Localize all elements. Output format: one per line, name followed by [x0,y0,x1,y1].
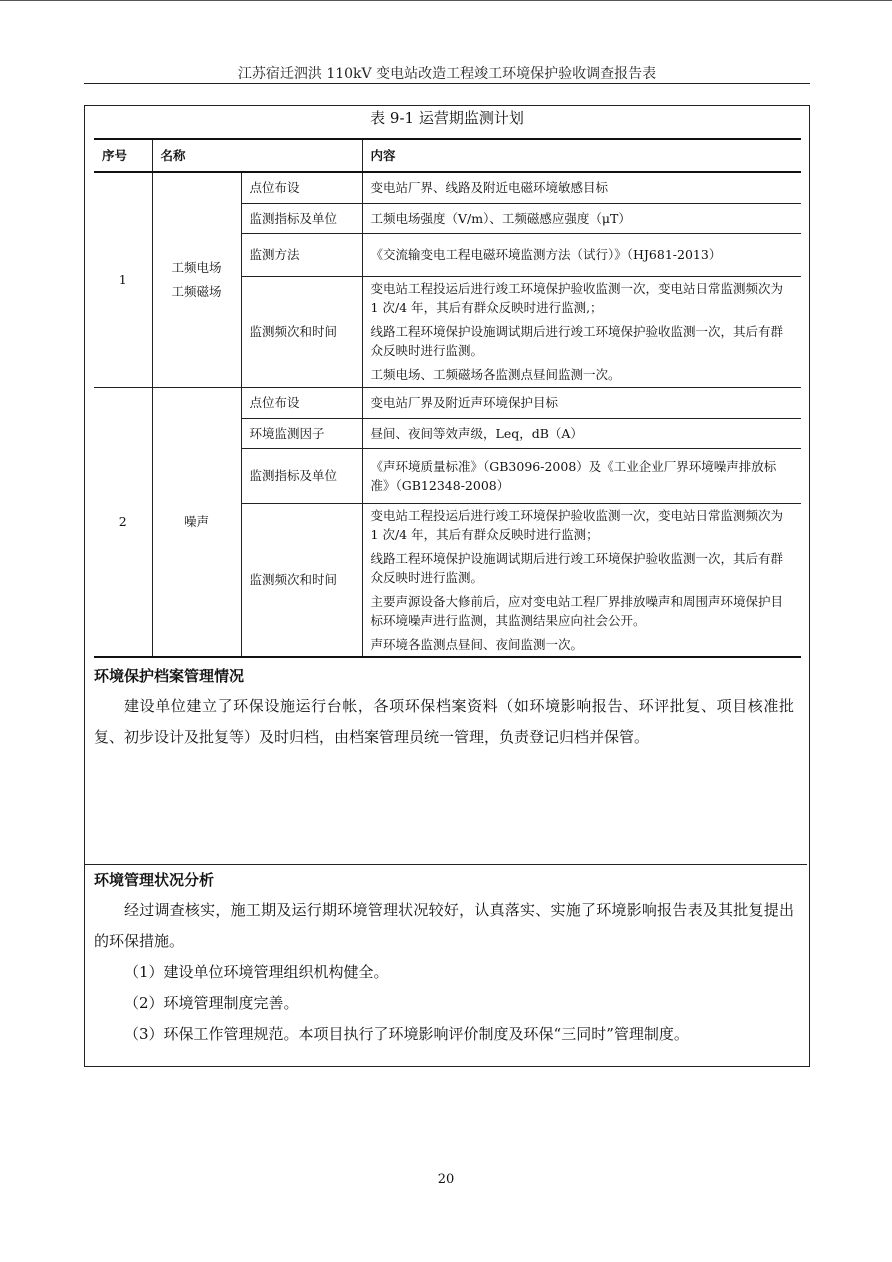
item-content [362,172,801,203]
group-name-line: 工频磁场 [171,284,222,300]
page-top-border [0,0,892,1]
paragraph: （2）环境管理制度完善。 [124,994,299,1012]
content-line: 线路工程环境保护设施调试期后进行竣工环境保护验收监测一次，其后有群众反映时进行监测。 [370,550,784,585]
page-number: 20 [437,1172,455,1187]
group-name [152,172,241,387]
item-label: 点位布设 [241,387,362,418]
table-row [94,387,801,418]
header-rule [84,83,810,84]
paragraph: 经过调查核实，施工期及运行期环境管理状况较好，认真落实、实施了环境影响报告表及其批复提出的环保措施。 [94,901,794,950]
item-label: 监测指标及单位 [241,203,362,233]
table-caption: 表 9-1 运营期监测计划 [370,109,524,127]
content-line: 主要声源设备大修前后，应对变电站工程厂界排放噪声和周围声环境保护目标环境噪声进行监测，其监测结果应向社会公开。 [370,593,784,628]
table-row [94,172,801,203]
monitoring-plan-table [94,138,801,658]
item-label: 环境监测因子 [241,418,362,448]
paragraph: （1）建设单位环境管理组织机构健全。 [124,963,389,981]
content-line: 工频电场强度（V/m）、工频磁感应强度（μT） [370,210,631,226]
paragraph: 建设单位建立了环保设施运行台帐，各项环保档案资料（如环境影响报告、环评批复、项目核准批复、初步设计及批复等）及时归档，由档案管理员统一管理，负责登记归档并保管。 [94,697,794,746]
archive-management-section [85,661,807,863]
item-content [362,418,801,448]
content-line: 变电站厂界及附近声环境保护目标 [370,395,559,410]
content-line: 变电站厂界、线路及附近电磁环境敏感目标 [370,180,609,196]
group-seq: 2 [94,387,152,657]
content-line: 声环境各监测点昼间、夜间监测一次。 [370,636,584,652]
content-line: 变电站工程投运后进行竣工环境保护验收监测一次，变电站日常监测频次为 1 次/4 年，其后有群众反映时进行监测； [370,507,784,542]
item-content [362,203,801,233]
item-label: 监测方法 [241,233,362,276]
group-name-line: 噪声 [183,514,209,529]
content-line: 工频电场、工频磁场各监测点昼间监测一次。 [370,367,621,382]
section-title: 环境管理状况分析 [94,871,215,889]
item-content [362,387,801,418]
item-label: 点位布设 [241,172,362,203]
management-analysis-section [85,864,807,1065]
column-header-seq: 序号 [94,139,152,172]
item-content [362,276,801,387]
section-body [94,691,794,753]
item-label: 监测频次和时间 [241,503,362,657]
group-name [152,387,241,657]
group-seq: 1 [94,172,152,387]
content-line: 线路工程环境保护设施调试期后进行竣工环境保护验收监测一次，其后有群众反映时进行监测。 [370,324,784,358]
content-line: 《交流输变电工程电磁环境监测方法（试行）》（HJ681-2013） [370,247,722,262]
table-header-row [94,139,801,172]
content-line: 变电站工程投运后进行竣工环境保护验收监测一次，变电站日常监测频次为 1 次/4 年，其后有群众反映时进行监测,； [370,281,784,315]
section-title: 环境保护档案管理情况 [94,667,245,685]
report-header-title: 江苏宿迁泗洪 110kV 变电站改造工程竣工环境保护验收调查报告表 [237,66,657,82]
section-body [94,895,794,1050]
item-label: 监测频次和时间 [241,276,362,387]
column-header-content: 内容 [362,139,801,172]
paragraph: （3）环保工作管理规范。本项目执行了环境影响评价制度及环保“三同时”管理制度。 [124,1025,689,1043]
content-line: 昼间、夜间等效声级，Leq，dB（A） [370,425,583,441]
item-content [362,233,801,276]
group-name-line: 工频电场 [171,260,222,276]
item-label: 监测指标及单位 [241,448,362,503]
content-line: 《声环境质量标准》（GB3096-2008）及《工业企业厂界环境噪声排放标准》（GB12348-2008） [370,458,777,493]
column-header-name: 名称 [152,139,362,172]
item-content [362,503,801,657]
item-content [362,448,801,503]
